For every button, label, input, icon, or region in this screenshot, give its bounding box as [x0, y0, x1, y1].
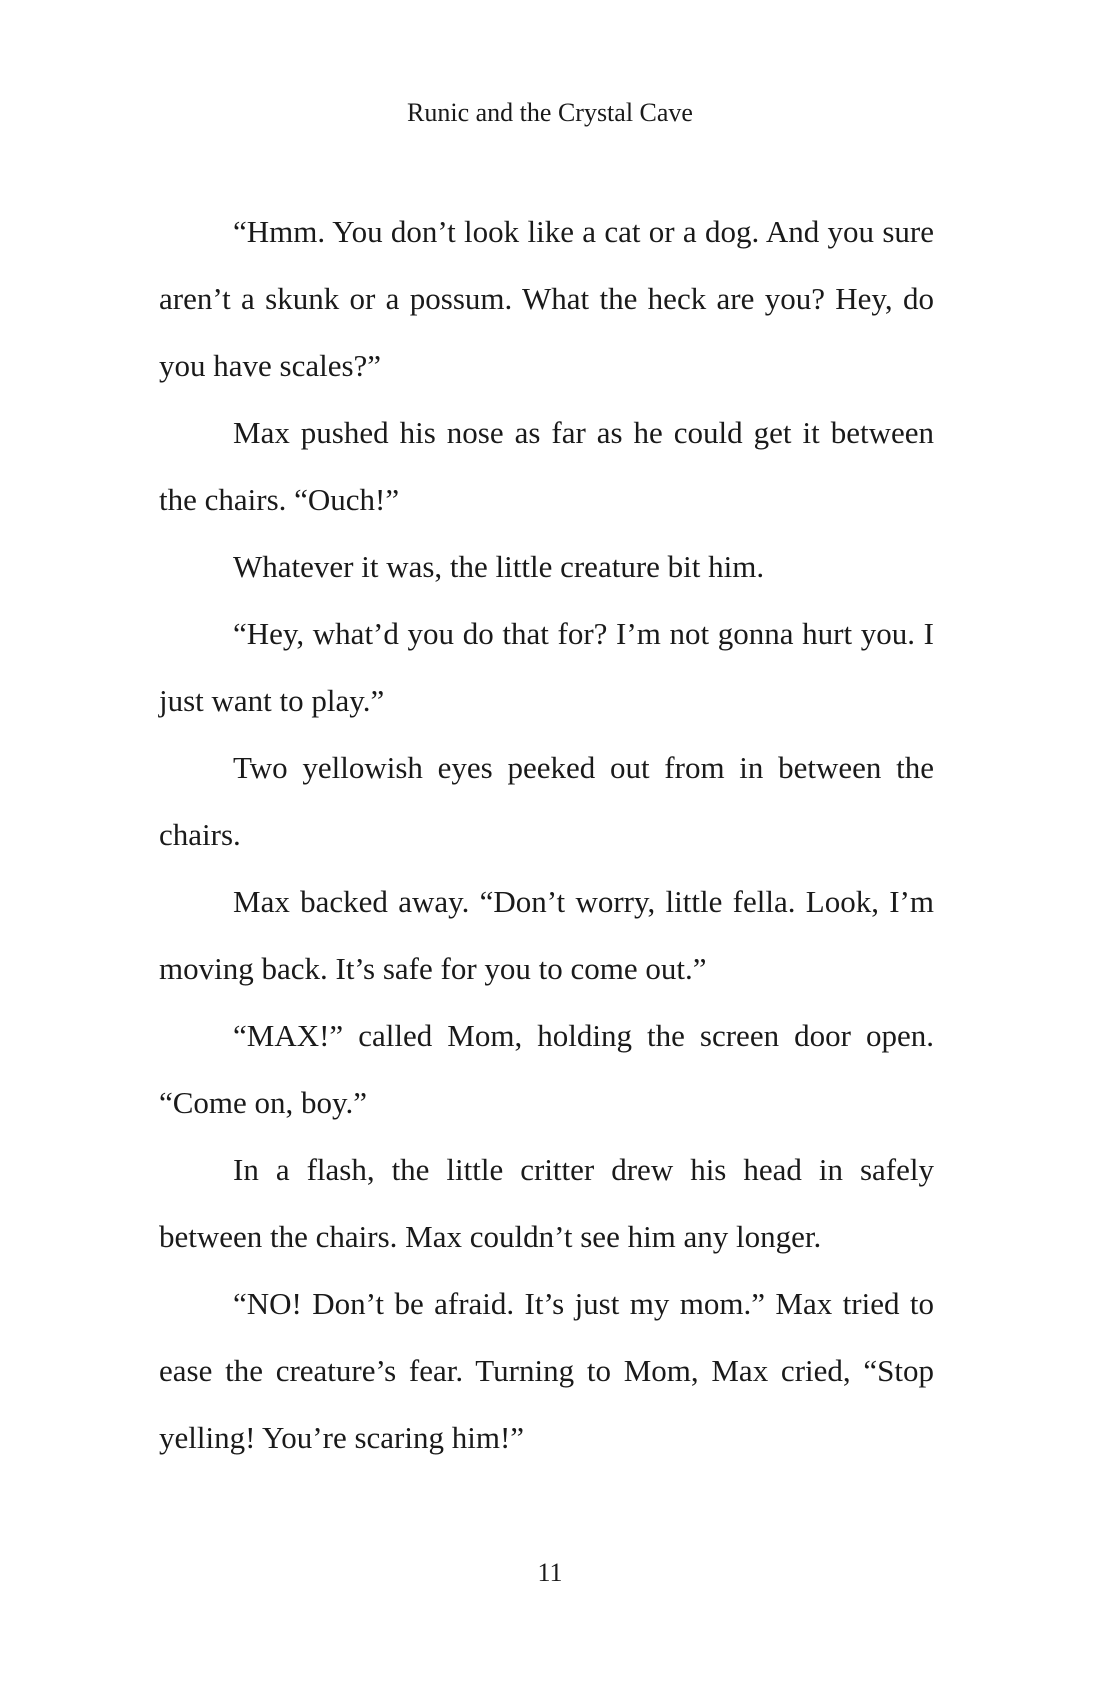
paragraph: “Hey, what’d you do that for? I’m not gonna hurt you. I just want to play.”	[159, 616, 934, 718]
paragraph: Max backed away. “Don’t worry, little fella. Look, I’m moving back. It’s safe for you to come out.”	[159, 884, 934, 986]
paragraph: Whatever it was, the little creature bit him.	[233, 549, 765, 584]
running-header: Runic and the Crystal Cave	[407, 98, 693, 127]
body-text	[159, 198, 934, 1471]
page-number: 11	[537, 1558, 563, 1587]
paragraph: Two yellowish eyes peeked out from in between the chairs.	[159, 750, 934, 852]
paragraph: “Hmm. You don’t look like a cat or a dog. And you sure aren’t a skunk or a possum. What the heck are you? Hey, do you have scales?”	[159, 214, 934, 383]
paragraph: “NO! Don’t be afraid. It’s just my mom.” Max tried to ease the creature’s fear. Turning to Mom, Max cried, “Stop yelling! You’re scaring him!”	[159, 1286, 934, 1455]
paragraph: “MAX!” called Mom, holding the screen door open. “Come on, boy.”	[159, 1018, 934, 1120]
paragraph: Max pushed his nose as far as he could get it between the chairs. “Ouch!”	[159, 415, 934, 517]
paragraph: In a flash, the little critter drew his head in safely between the chairs. Max couldn’t see him any longer.	[159, 1152, 934, 1254]
